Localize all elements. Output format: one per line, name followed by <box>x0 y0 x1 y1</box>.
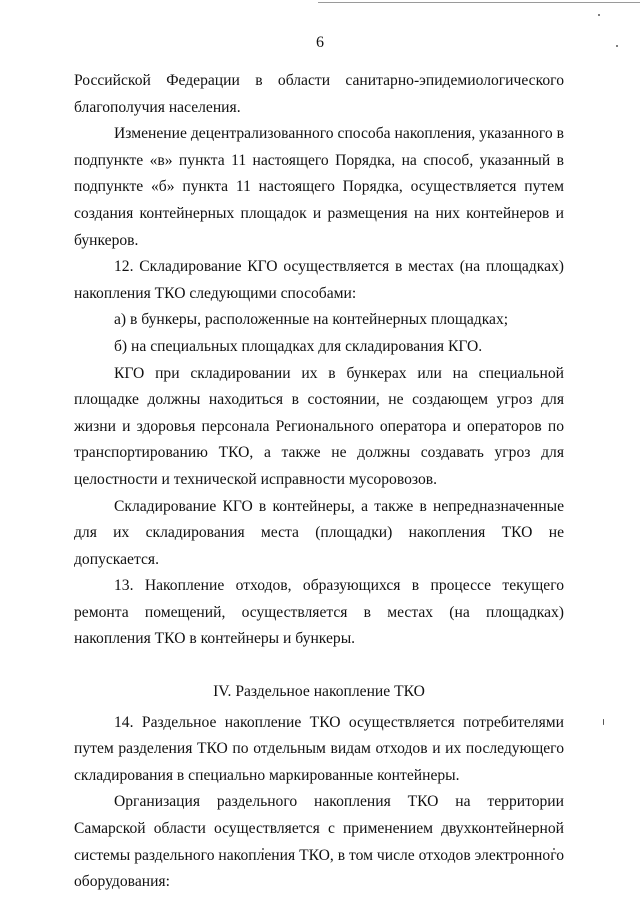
paragraph-item-12a: а) в бункеры, расположенные на контейнерных площадках; <box>114 311 509 329</box>
paragraph-kgo-storage-conditions: КГО при складировании их в бункерах или на специальной площадке должны находиться в состоянии, не создающем угроз для жизни и здоровья персонала Регионального оператора и операторов по транспортированию ТКО, а также не должны создавать угроз для целостности и технической исправности мусоровозов. <box>74 364 564 488</box>
paragraph-item-13: 13. Накопление отходов, образующихся в процессе текущего ремонта помещений, осуществляется в местах (на площадках) накопления ТКО в контейнеры и бункеры. <box>74 577 564 648</box>
paragraph-item-12: 12. Складирование КГО осуществляется в местах (на площадках) накопления ТКО следующими способами: <box>74 258 564 302</box>
paragraph-item-14: 14. Раздельное накопление ТКО осуществляется потребителями путем разделения ТКО по отдельным видам отходов и их последующего складирования в специально маркированные контейнеры. <box>74 713 564 784</box>
paragraph-method-change: Изменение децентрализованного способа накопления, указанного в подпункте «в» пункта 11 настоящего Порядка, на способ, указанный в подпункте «б» пункта 11 настоящего Порядка, осуществляется путем создания контейнерных площадок и размещения на них контейнеров и бункеров. <box>74 125 564 249</box>
scan-edge-line <box>318 2 640 3</box>
scan-speck <box>603 719 604 725</box>
paragraph-continuation-line-1: Российской Федерации в области санитарно-эпидемиологического <box>74 72 564 89</box>
paragraph-continuation-line-2: благополучия населения. <box>74 98 241 116</box>
document-body <box>74 68 564 896</box>
page-number: 6 <box>316 34 324 51</box>
paragraph-item-12b: б) на специальных площадках для складирования КГО. <box>114 337 483 355</box>
scan-speck <box>598 14 600 16</box>
paragraph-kgo-prohibition: Складирование КГО в контейнеры, а также в непредназначенные для их складирования места (площадки) накопления ТКО не допускается. <box>74 497 564 568</box>
paragraph-separate-collection: Организация раздельного накопления ТКО на территории Самарской области осуществляется с применением двухконтейнерной системы раздельного накопления ТКО, в том числе отходов электронного оборудования: <box>74 793 564 891</box>
section-title: IV. Раздельное накопление ТКО <box>213 683 425 701</box>
